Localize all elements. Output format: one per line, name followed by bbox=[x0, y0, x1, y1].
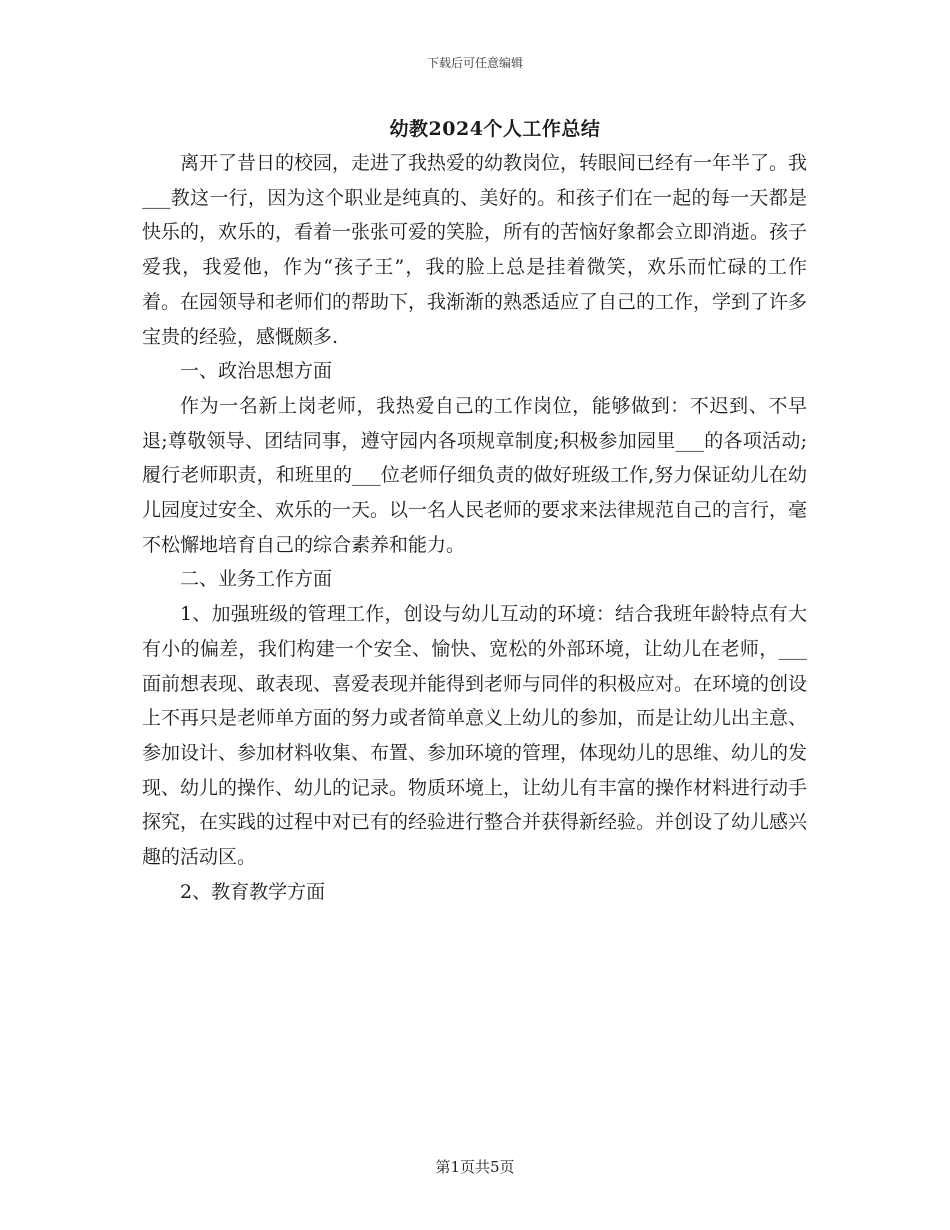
header-note: 下载后可任意编辑 bbox=[426, 56, 523, 70]
politics-paragraph: 作为一名新上岗老师，我热爱自己的工作岗位，能够做到：不迟到、不早退;尊敬领导、团结同事，遵守园内各项规章制度;积极参加园里___的各项活动;履行老师职责，和班里的___位老师仔细负责的做好班级工作,努力保证幼儿在幼儿园度过安全、欢乐的一天。以一名人民老师的要求来法律规范自己的言行，毫不松懈地培育自己的综合素养和能力。 bbox=[142, 394, 808, 556]
document-body bbox=[142, 146, 807, 909]
class-management-paragraph: 1、加强班级的管理工作，创设与幼儿互动的环境：结合我班年龄特点有大有小的偏差，我们构建一个安全、愉快、宽松的外部环境，让幼儿在老师，___面前想表现、敢表现、喜爱表现并能得到老师与同伴的积极应对。在环境的创设上不再只是老师单方面的努力或者简单意义上幼儿的参加，而是让幼儿出主意、参加设计、参加材料收集、布置、参加环境的管理，体现幼儿的思维、幼儿的发现、幼儿的操作、幼儿的记录。物质环境上，让幼儿有丰富的操作材料进行动手探究，在实践的过程中对已有的经验进行整合并获得新经验。并创设了幼儿感兴趣的活动区。 bbox=[142, 603, 808, 869]
section-heading-business: 二、业务工作方面 bbox=[180, 568, 333, 591]
page-footer: 第1页共5页 bbox=[435, 1158, 515, 1176]
section-heading-politics: 一、政治思想方面 bbox=[180, 360, 333, 383]
document-title: 幼教2024个人工作总结 bbox=[389, 118, 601, 140]
intro-paragraph: 离开了昔日的校园，走进了我热爱的幼教岗位，转眼间已经有一年半了。我___教这一行，因为这个职业是纯真的、美好的。和孩子们在一起的每一天都是快乐的，欢乐的，看着一张张可爱的笑脸，所有的苦恼好象都会立即消逝。孩子爱我，我爱他，作为“孩子王”，我的脸上总是挂着微笑，欢乐而忙碌的工作着。在园领导和老师们的帮助下，我渐渐的熟悉适应了自己的工作，学到了许多宝贵的经验，感慨颇多. bbox=[142, 152, 808, 348]
subsection-heading-teaching: 2、教育教学方面 bbox=[180, 880, 326, 903]
